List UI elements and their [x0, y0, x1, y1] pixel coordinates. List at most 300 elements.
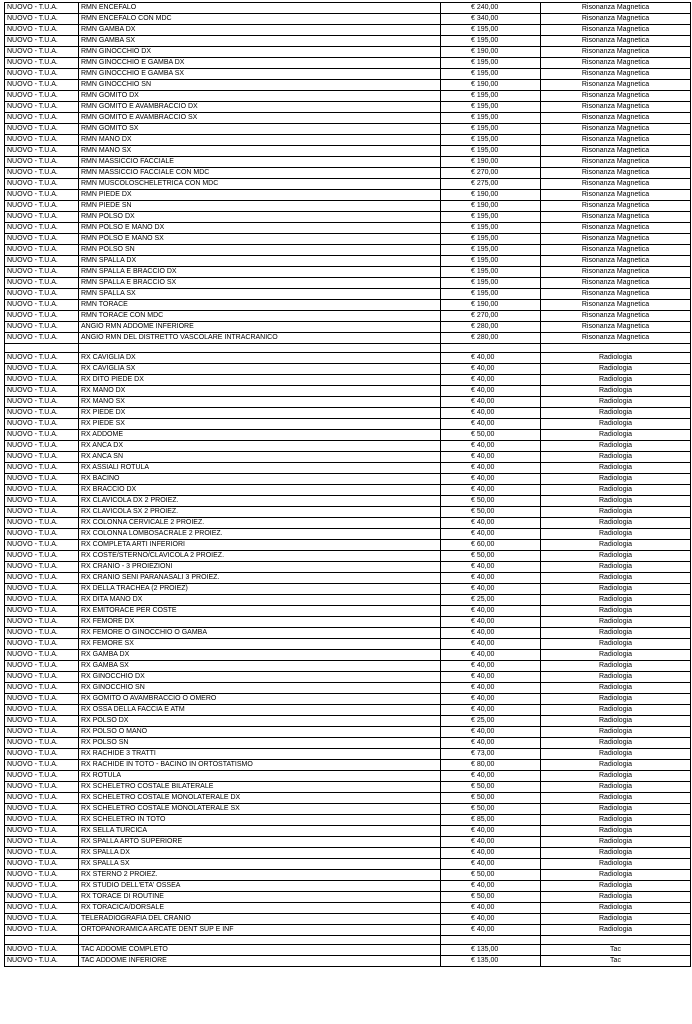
category-cell: Radiologia	[541, 507, 691, 518]
price-cell: € 40,00	[441, 826, 541, 837]
exam-name-cell: RX PIEDE SX	[79, 419, 441, 430]
category-cell: Radiologia	[541, 397, 691, 408]
tariff-cell: NUOVO - T.U.A.	[5, 223, 79, 234]
exam-name-cell: RX SPALLA SX	[79, 859, 441, 870]
exam-name-cell: RX STERNO 2 PROIEZ.	[79, 870, 441, 881]
category-cell: Radiologia	[541, 870, 691, 881]
tariff-cell: NUOVO - T.U.A.	[5, 179, 79, 190]
exam-name-cell: RX RACHIDE 3 TRATTI	[79, 749, 441, 760]
price-cell: € 40,00	[441, 694, 541, 705]
tariff-cell: NUOVO - T.U.A.	[5, 452, 79, 463]
price-cell: € 40,00	[441, 364, 541, 375]
tariff-cell: NUOVO - T.U.A.	[5, 157, 79, 168]
exam-name-cell: RX SCHELETRO COSTALE MONOLATERALE DX	[79, 793, 441, 804]
price-cell: € 40,00	[441, 738, 541, 749]
tariff-cell: NUOVO - T.U.A.	[5, 551, 79, 562]
price-cell: € 270,00	[441, 168, 541, 179]
price-cell: € 190,00	[441, 157, 541, 168]
tariff-cell: NUOVO - T.U.A.	[5, 672, 79, 683]
table-row	[5, 474, 691, 485]
exam-name-cell: TAC ADDOME COMPLETO	[79, 945, 441, 956]
exam-name-cell: RX SPALLA ARTO SUPERIORE	[79, 837, 441, 848]
exam-name-cell: RX GAMBA DX	[79, 650, 441, 661]
price-cell: € 135,00	[441, 956, 541, 967]
table-row	[5, 914, 691, 925]
price-cell: € 80,00	[441, 760, 541, 771]
tariff-cell: NUOVO - T.U.A.	[5, 14, 79, 25]
exam-name-cell: RX CLAVICOLA SX 2 PROIEZ.	[79, 507, 441, 518]
category-cell: Radiologia	[541, 859, 691, 870]
table-row	[5, 408, 691, 419]
tariff-cell: NUOVO - T.U.A.	[5, 749, 79, 760]
category-cell: Risonanza Magnetica	[541, 157, 691, 168]
exam-name-cell: RX BRACCIO DX	[79, 485, 441, 496]
category-cell: Radiologia	[541, 430, 691, 441]
category-cell: Radiologia	[541, 452, 691, 463]
category-cell: Radiologia	[541, 716, 691, 727]
exam-name-cell: RMN PIEDE DX	[79, 190, 441, 201]
table-row	[5, 80, 691, 91]
tariff-cell: NUOVO - T.U.A.	[5, 518, 79, 529]
category-cell: Radiologia	[541, 474, 691, 485]
category-cell: Radiologia	[541, 815, 691, 826]
category-cell: Radiologia	[541, 562, 691, 573]
exam-name-cell: RX FEMORE SX	[79, 639, 441, 650]
category-cell: Risonanza Magnetica	[541, 289, 691, 300]
table-row	[5, 956, 691, 967]
tariff-cell: NUOVO - T.U.A.	[5, 190, 79, 201]
table-row	[5, 782, 691, 793]
price-cell: € 40,00	[441, 584, 541, 595]
tariff-cell: NUOVO - T.U.A.	[5, 25, 79, 36]
spacer-cell	[541, 344, 691, 353]
table-row	[5, 311, 691, 322]
exam-name-cell: RX FEMORE DX	[79, 617, 441, 628]
tariff-cell: NUOVO - T.U.A.	[5, 113, 79, 124]
price-cell: € 50,00	[441, 551, 541, 562]
exam-name-cell: RMN GINOCCHIO E GAMBA SX	[79, 69, 441, 80]
category-cell: Radiologia	[541, 760, 691, 771]
table-row	[5, 518, 691, 529]
price-cell: € 195,00	[441, 278, 541, 289]
category-cell: Radiologia	[541, 826, 691, 837]
exam-name-cell: RMN POLSO DX	[79, 212, 441, 223]
exam-name-cell: RX ANCA DX	[79, 441, 441, 452]
tariff-cell: NUOVO - T.U.A.	[5, 102, 79, 113]
exam-name-cell: RMN GAMBA SX	[79, 36, 441, 47]
category-cell: Risonanza Magnetica	[541, 267, 691, 278]
exam-name-cell: RMN GOMITO E AVAMBRACCIO DX	[79, 102, 441, 113]
tariff-cell: NUOVO - T.U.A.	[5, 496, 79, 507]
exam-name-cell: RX SCHELETRO COSTALE BILATERALE	[79, 782, 441, 793]
table-row	[5, 485, 691, 496]
price-cell: € 40,00	[441, 683, 541, 694]
exam-name-cell: RX CLAVICOLA DX 2 PROIEZ.	[79, 496, 441, 507]
table-row	[5, 584, 691, 595]
exam-name-cell: RMN PIEDE SN	[79, 201, 441, 212]
table-row	[5, 441, 691, 452]
table-row	[5, 760, 691, 771]
tariff-cell: NUOVO - T.U.A.	[5, 683, 79, 694]
tariff-cell: NUOVO - T.U.A.	[5, 124, 79, 135]
tariff-cell: NUOVO - T.U.A.	[5, 661, 79, 672]
price-cell: € 40,00	[441, 661, 541, 672]
exam-name-cell: RMN ENCEFALO CON MDC	[79, 14, 441, 25]
tariff-cell: NUOVO - T.U.A.	[5, 848, 79, 859]
price-list-table	[4, 2, 691, 967]
category-cell: Risonanza Magnetica	[541, 245, 691, 256]
exam-name-cell: RMN GINOCCHIO SN	[79, 80, 441, 91]
price-cell: € 40,00	[441, 881, 541, 892]
tariff-cell: NUOVO - T.U.A.	[5, 375, 79, 386]
price-cell: € 40,00	[441, 419, 541, 430]
exam-name-cell: RX SCHELETRO COSTALE MONOLATERALE SX	[79, 804, 441, 815]
category-cell: Radiologia	[541, 518, 691, 529]
price-cell: € 40,00	[441, 606, 541, 617]
tariff-cell: NUOVO - T.U.A.	[5, 694, 79, 705]
exam-name-cell: RX DITA MANO DX	[79, 595, 441, 606]
table-row	[5, 617, 691, 628]
table-row	[5, 91, 691, 102]
table-row	[5, 507, 691, 518]
exam-name-cell: RX COLONNA CERVICALE 2 PROIEZ.	[79, 518, 441, 529]
price-cell: € 50,00	[441, 892, 541, 903]
price-cell: € 195,00	[441, 146, 541, 157]
tariff-cell: NUOVO - T.U.A.	[5, 628, 79, 639]
table-row	[5, 190, 691, 201]
table-row	[5, 47, 691, 58]
table-row	[5, 881, 691, 892]
category-cell: Radiologia	[541, 738, 691, 749]
exam-name-cell: RX SELLA TURCICA	[79, 826, 441, 837]
table-row	[5, 694, 691, 705]
table-row	[5, 69, 691, 80]
price-cell: € 50,00	[441, 782, 541, 793]
category-cell: Radiologia	[541, 529, 691, 540]
price-list-body	[5, 3, 691, 967]
tariff-cell: NUOVO - T.U.A.	[5, 311, 79, 322]
table-row	[5, 925, 691, 936]
table-row	[5, 36, 691, 47]
tariff-cell: NUOVO - T.U.A.	[5, 256, 79, 267]
category-cell: Risonanza Magnetica	[541, 102, 691, 113]
category-cell: Risonanza Magnetica	[541, 14, 691, 25]
exam-name-cell: ANGIO RMN ADDOME INFERIORE	[79, 322, 441, 333]
category-cell: Risonanza Magnetica	[541, 47, 691, 58]
exam-name-cell: RX SCHELETRO IN TOTO	[79, 815, 441, 826]
tariff-cell: NUOVO - T.U.A.	[5, 58, 79, 69]
price-cell: € 40,00	[441, 672, 541, 683]
category-cell: Risonanza Magnetica	[541, 212, 691, 223]
tariff-cell: NUOVO - T.U.A.	[5, 573, 79, 584]
category-cell: Radiologia	[541, 694, 691, 705]
price-cell: € 60,00	[441, 540, 541, 551]
tariff-cell: NUOVO - T.U.A.	[5, 716, 79, 727]
tariff-cell: NUOVO - T.U.A.	[5, 267, 79, 278]
table-row	[5, 837, 691, 848]
category-cell: Radiologia	[541, 606, 691, 617]
tariff-cell: NUOVO - T.U.A.	[5, 386, 79, 397]
exam-name-cell: RMN GAMBA DX	[79, 25, 441, 36]
category-cell: Tac	[541, 956, 691, 967]
price-cell: € 40,00	[441, 386, 541, 397]
category-cell: Radiologia	[541, 496, 691, 507]
spacer-cell	[441, 936, 541, 945]
table-row	[5, 573, 691, 584]
table-row	[5, 771, 691, 782]
spacer-cell	[79, 936, 441, 945]
table-row	[5, 870, 691, 881]
tariff-cell: NUOVO - T.U.A.	[5, 278, 79, 289]
exam-name-cell: RX FEMORE O GINOCCHIO O GAMBA	[79, 628, 441, 639]
tariff-cell: NUOVO - T.U.A.	[5, 540, 79, 551]
price-cell: € 270,00	[441, 311, 541, 322]
tariff-cell: NUOVO - T.U.A.	[5, 507, 79, 518]
tariff-cell: NUOVO - T.U.A.	[5, 47, 79, 58]
tariff-cell: NUOVO - T.U.A.	[5, 300, 79, 311]
category-cell: Radiologia	[541, 793, 691, 804]
category-cell: Radiologia	[541, 848, 691, 859]
table-row	[5, 859, 691, 870]
category-cell: Radiologia	[541, 628, 691, 639]
price-cell: € 85,00	[441, 815, 541, 826]
table-row	[5, 496, 691, 507]
price-cell: € 195,00	[441, 135, 541, 146]
category-cell: Risonanza Magnetica	[541, 322, 691, 333]
price-cell: € 275,00	[441, 179, 541, 190]
price-cell: € 195,00	[441, 212, 541, 223]
tariff-cell: NUOVO - T.U.A.	[5, 639, 79, 650]
tariff-cell: NUOVO - T.U.A.	[5, 870, 79, 881]
tariff-cell: NUOVO - T.U.A.	[5, 80, 79, 91]
category-cell: Risonanza Magnetica	[541, 234, 691, 245]
price-cell: € 40,00	[441, 925, 541, 936]
category-cell: Radiologia	[541, 573, 691, 584]
price-cell: € 40,00	[441, 639, 541, 650]
table-row	[5, 716, 691, 727]
exam-name-cell: RX CRANIO SENI PARANASALI 3 PROIEZ.	[79, 573, 441, 584]
tariff-cell: NUOVO - T.U.A.	[5, 135, 79, 146]
exam-name-cell: RX SPALLA DX	[79, 848, 441, 859]
price-cell: € 25,00	[441, 716, 541, 727]
table-row	[5, 452, 691, 463]
category-cell: Radiologia	[541, 364, 691, 375]
exam-name-cell: RX COSTE/STERNO/CLAVICOLA 2 PROIEZ.	[79, 551, 441, 562]
price-cell: € 40,00	[441, 848, 541, 859]
category-cell: Radiologia	[541, 463, 691, 474]
category-cell: Radiologia	[541, 485, 691, 496]
category-cell: Radiologia	[541, 837, 691, 848]
category-cell: Radiologia	[541, 617, 691, 628]
table-row	[5, 333, 691, 344]
spacer-cell	[79, 344, 441, 353]
tariff-cell: NUOVO - T.U.A.	[5, 771, 79, 782]
table-row	[5, 903, 691, 914]
tariff-cell: NUOVO - T.U.A.	[5, 146, 79, 157]
exam-name-cell: RMN POLSO E MANO DX	[79, 223, 441, 234]
category-cell: Radiologia	[541, 705, 691, 716]
tariff-cell: NUOVO - T.U.A.	[5, 36, 79, 47]
table-row	[5, 650, 691, 661]
tariff-cell: NUOVO - T.U.A.	[5, 168, 79, 179]
price-cell: € 40,00	[441, 727, 541, 738]
category-cell: Radiologia	[541, 683, 691, 694]
tariff-cell: NUOVO - T.U.A.	[5, 727, 79, 738]
tariff-cell: NUOVO - T.U.A.	[5, 793, 79, 804]
spacer-cell	[5, 936, 79, 945]
price-cell: € 190,00	[441, 201, 541, 212]
tariff-cell: NUOVO - T.U.A.	[5, 650, 79, 661]
category-cell: Radiologia	[541, 595, 691, 606]
category-cell: Radiologia	[541, 639, 691, 650]
table-row	[5, 102, 691, 113]
price-cell: € 40,00	[441, 903, 541, 914]
table-row	[5, 705, 691, 716]
tariff-cell: NUOVO - T.U.A.	[5, 333, 79, 344]
category-cell: Risonanza Magnetica	[541, 168, 691, 179]
exam-name-cell: RX CAVIGLIA SX	[79, 364, 441, 375]
category-cell: Radiologia	[541, 650, 691, 661]
exam-name-cell: RX ADDOME	[79, 430, 441, 441]
price-cell: € 190,00	[441, 80, 541, 91]
tariff-cell: NUOVO - T.U.A.	[5, 91, 79, 102]
tariff-cell: NUOVO - T.U.A.	[5, 815, 79, 826]
table-row	[5, 683, 691, 694]
price-cell: € 40,00	[441, 562, 541, 573]
price-cell: € 280,00	[441, 333, 541, 344]
tariff-cell: NUOVO - T.U.A.	[5, 738, 79, 749]
category-cell: Risonanza Magnetica	[541, 36, 691, 47]
exam-name-cell: RX PIEDE DX	[79, 408, 441, 419]
tariff-cell: NUOVO - T.U.A.	[5, 826, 79, 837]
tariff-cell: NUOVO - T.U.A.	[5, 322, 79, 333]
price-cell: € 190,00	[441, 190, 541, 201]
price-cell: € 50,00	[441, 507, 541, 518]
tariff-cell: NUOVO - T.U.A.	[5, 234, 79, 245]
category-cell: Risonanza Magnetica	[541, 113, 691, 124]
price-cell: € 195,00	[441, 124, 541, 135]
table-row	[5, 223, 691, 234]
category-cell: Radiologia	[541, 804, 691, 815]
price-cell: € 40,00	[441, 463, 541, 474]
exam-name-cell: RMN TORACE CON MDC	[79, 311, 441, 322]
tariff-cell: NUOVO - T.U.A.	[5, 408, 79, 419]
price-cell: € 40,00	[441, 705, 541, 716]
category-cell: Radiologia	[541, 375, 691, 386]
tariff-cell: NUOVO - T.U.A.	[5, 595, 79, 606]
tariff-cell: NUOVO - T.U.A.	[5, 804, 79, 815]
price-cell: € 50,00	[441, 804, 541, 815]
category-cell: Risonanza Magnetica	[541, 333, 691, 344]
price-cell: € 40,00	[441, 628, 541, 639]
exam-name-cell: RX MANO SX	[79, 397, 441, 408]
exam-name-cell: RMN MASSICCIO FACCIALE CON MDC	[79, 168, 441, 179]
price-cell: € 195,00	[441, 267, 541, 278]
tariff-cell: NUOVO - T.U.A.	[5, 364, 79, 375]
table-row	[5, 289, 691, 300]
price-cell: € 195,00	[441, 245, 541, 256]
price-cell: € 195,00	[441, 91, 541, 102]
tariff-cell: NUOVO - T.U.A.	[5, 463, 79, 474]
tariff-cell: NUOVO - T.U.A.	[5, 903, 79, 914]
tariff-cell: NUOVO - T.U.A.	[5, 837, 79, 848]
price-cell: € 40,00	[441, 441, 541, 452]
table-row	[5, 430, 691, 441]
exam-name-cell: RMN GINOCCHIO E GAMBA DX	[79, 58, 441, 69]
tariff-cell: NUOVO - T.U.A.	[5, 956, 79, 967]
price-cell: € 340,00	[441, 14, 541, 25]
price-cell: € 240,00	[441, 3, 541, 14]
table-row	[5, 595, 691, 606]
table-row	[5, 562, 691, 573]
exam-name-cell: RX COLONNA LOMBOSACRALE 2 PROIEZ.	[79, 529, 441, 540]
table-row	[5, 463, 691, 474]
table-row	[5, 113, 691, 124]
price-cell: € 40,00	[441, 397, 541, 408]
price-cell: € 40,00	[441, 617, 541, 628]
category-cell: Risonanza Magnetica	[541, 135, 691, 146]
table-row	[5, 529, 691, 540]
category-cell: Risonanza Magnetica	[541, 91, 691, 102]
category-cell: Radiologia	[541, 419, 691, 430]
section-spacer-row	[5, 936, 691, 945]
exam-name-cell: RX TORACE DI ROUTINE	[79, 892, 441, 903]
category-cell: Radiologia	[541, 903, 691, 914]
price-cell: € 135,00	[441, 945, 541, 956]
price-cell: € 195,00	[441, 256, 541, 267]
table-row	[5, 157, 691, 168]
price-cell: € 50,00	[441, 430, 541, 441]
exam-name-cell: RX COMPLETA ARTI INFERIORI	[79, 540, 441, 551]
price-cell: € 195,00	[441, 113, 541, 124]
exam-name-cell: RMN MANO DX	[79, 135, 441, 146]
exam-name-cell: RMN MUSCOLOSCHELETRICA CON MDC	[79, 179, 441, 190]
spacer-cell	[5, 344, 79, 353]
category-cell: Risonanza Magnetica	[541, 256, 691, 267]
category-cell: Radiologia	[541, 782, 691, 793]
price-cell: € 50,00	[441, 870, 541, 881]
exam-name-cell: RX CRANIO - 3 PROIEZIONI	[79, 562, 441, 573]
exam-name-cell: RX ROTULA	[79, 771, 441, 782]
exam-name-cell: ORTOPANORAMICA ARCATE DENT SUP E INF	[79, 925, 441, 936]
category-cell: Radiologia	[541, 727, 691, 738]
exam-name-cell: TAC ADDOME INFERIORE	[79, 956, 441, 967]
category-cell: Radiologia	[541, 914, 691, 925]
exam-name-cell: ANGIO RMN DEL DISTRETTO VASCOLARE INTRACRANICO	[79, 333, 441, 344]
tariff-cell: NUOVO - T.U.A.	[5, 705, 79, 716]
tariff-cell: NUOVO - T.U.A.	[5, 485, 79, 496]
price-cell: € 195,00	[441, 25, 541, 36]
category-cell: Radiologia	[541, 353, 691, 364]
price-cell: € 50,00	[441, 496, 541, 507]
table-row	[5, 375, 691, 386]
price-cell: € 195,00	[441, 69, 541, 80]
exam-name-cell: RX POLSO DX	[79, 716, 441, 727]
category-cell: Risonanza Magnetica	[541, 311, 691, 322]
section-spacer-row	[5, 344, 691, 353]
table-row	[5, 14, 691, 25]
price-cell: € 40,00	[441, 452, 541, 463]
category-cell: Radiologia	[541, 661, 691, 672]
price-cell: € 195,00	[441, 102, 541, 113]
tariff-cell: NUOVO - T.U.A.	[5, 782, 79, 793]
exam-name-cell: RMN GOMITO SX	[79, 124, 441, 135]
tariff-cell: NUOVO - T.U.A.	[5, 201, 79, 212]
category-cell: Risonanza Magnetica	[541, 25, 691, 36]
price-cell: € 40,00	[441, 529, 541, 540]
category-cell: Radiologia	[541, 441, 691, 452]
tariff-cell: NUOVO - T.U.A.	[5, 859, 79, 870]
